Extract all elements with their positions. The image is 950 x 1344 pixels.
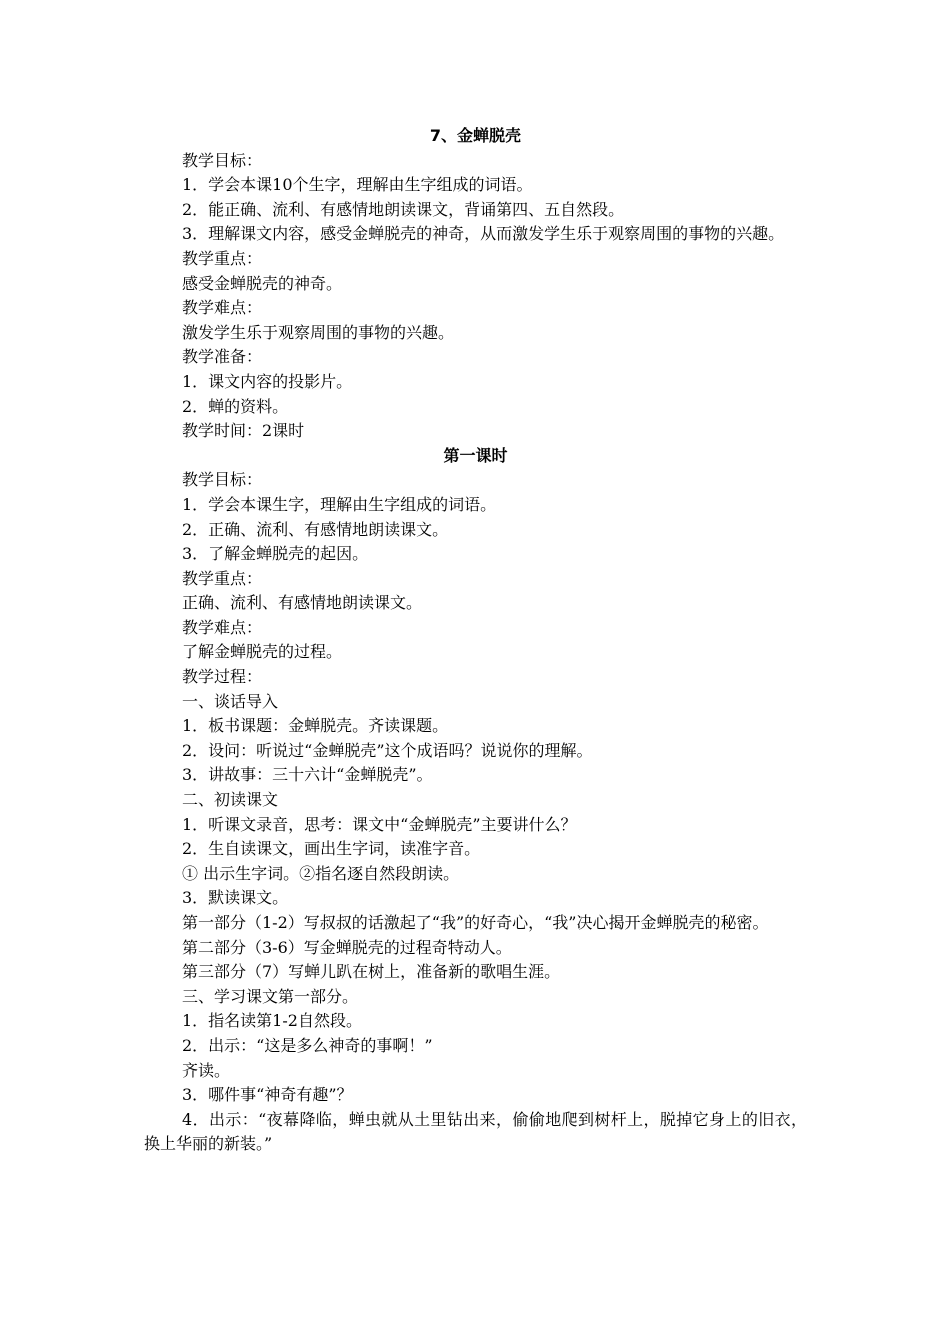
paragraph: 正确、流利、有感情地朗读课文。 xyxy=(182,593,423,613)
paragraph: 3．讲故事：三十六计“金蝉脱壳”。 xyxy=(182,765,433,785)
paragraph: 激发学生乐于观察周围的事物的兴趣。 xyxy=(182,322,455,342)
paragraph: 教学难点： xyxy=(182,298,263,318)
paragraph: 三、学习课文第一部分。 xyxy=(182,986,359,1006)
paragraph: 1．指名读第1-2自然段。 xyxy=(182,1011,362,1031)
document-page xyxy=(144,124,807,1157)
paragraph: ① 出示生字词。②指名逐自然段朗读。 xyxy=(182,863,460,883)
paragraph: 教学准备： xyxy=(182,347,263,367)
paragraph: 第二部分（3-6）写金蝉脱壳的过程奇特动人。 xyxy=(182,937,512,957)
paragraph: 一、谈话导入 xyxy=(182,691,279,711)
paragraph: 第一部分（1-2）写叔叔的话激起了“我”的好奇心，“我”决心揭开金蝉脱壳的秘密。 xyxy=(182,913,769,932)
paragraph: 教学重点： xyxy=(182,248,263,268)
paragraph: 教学难点： xyxy=(182,617,263,637)
paragraph: 2．蝉的资料。 xyxy=(182,396,289,416)
section-heading: 7、金蝉脱壳 xyxy=(429,126,522,145)
paragraph: 教学时间：2课时 xyxy=(182,421,305,441)
paragraph: 1．板书课题：金蝉脱壳。齐读课题。 xyxy=(182,716,449,736)
paragraph: 1．课文内容的投影片。 xyxy=(182,371,353,391)
paragraph: 4．出示：“夜幕降临，蝉虫就从土里钻出来，偷偷地爬到树杆上，脱掉它身上的旧衣，换上华丽的新装。” xyxy=(144,1109,807,1154)
paragraph: 教学目标： xyxy=(182,150,263,170)
paragraph: 1．学会本课10个生字，理解由生字组成的词语。 xyxy=(182,175,533,195)
paragraph: 感受金蝉脱壳的神奇。 xyxy=(182,273,343,293)
paragraph: 齐读。 xyxy=(182,1060,231,1080)
paragraph: 1．学会本课生字，理解由生字组成的词语。 xyxy=(182,494,497,514)
paragraph: 第三部分（7）写蝉儿趴在树上，准备新的歌唱生涯。 xyxy=(182,962,561,982)
paragraph: 3．了解金蝉脱壳的起因。 xyxy=(182,544,369,564)
paragraph: 3．理解课文内容，感受金蝉脱壳的神奇，从而激发学生乐于观察周围的事物的兴趣。 xyxy=(182,224,785,244)
paragraph: 教学目标： xyxy=(182,470,263,490)
paragraph: 教学重点： xyxy=(182,568,263,588)
paragraph: 2．设问：听说过“金蝉脱壳”这个成语吗？说说你的理解。 xyxy=(182,740,593,760)
paragraph: 3．默读课文。 xyxy=(182,888,289,908)
paragraph: 教学过程： xyxy=(182,667,263,687)
paragraph: 2．能正确、流利、有感情地朗读课文，背诵第四、五自然段。 xyxy=(182,199,625,219)
paragraph: 1．听课文录音，思考：课文中“金蝉脱壳”主要讲什么？ xyxy=(182,814,577,834)
paragraph: 3．哪件事“神奇有趣”？ xyxy=(182,1085,353,1105)
paragraph: 了解金蝉脱壳的过程。 xyxy=(182,642,343,662)
paragraph: 2．正确、流利、有感情地朗读课文。 xyxy=(182,519,449,539)
paragraph: 二、初读课文 xyxy=(182,790,279,810)
paragraph: 2．出示：“这是多么神奇的事啊！” xyxy=(182,1035,433,1055)
paragraph: 2．生自读课文，画出生字词，读准字音。 xyxy=(182,839,481,859)
section-heading: 第一课时 xyxy=(443,445,508,465)
